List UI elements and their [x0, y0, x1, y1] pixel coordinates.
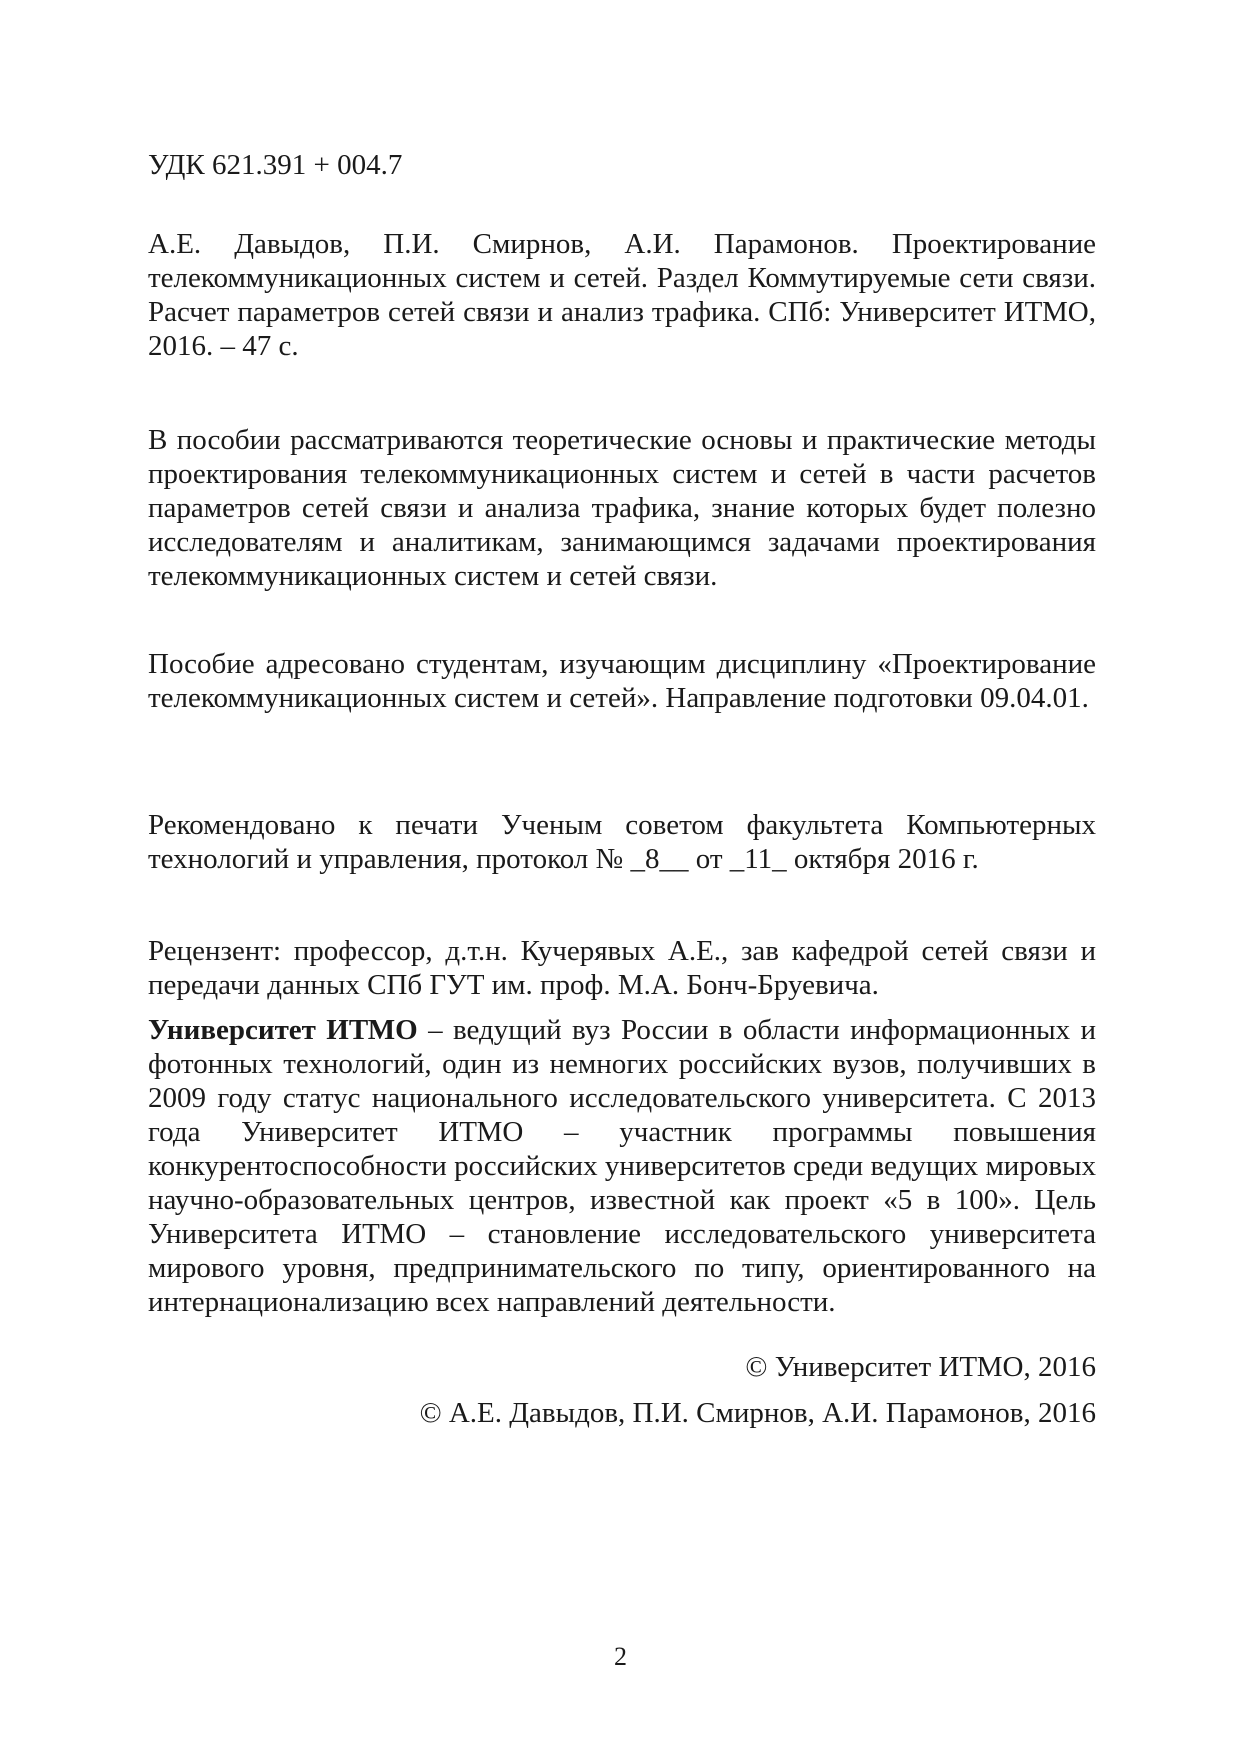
copyright-authors: © А.Е. Давыдов, П.И. Смирнов, А.И. Парамонов, 2016 — [419, 1397, 1096, 1429]
abstract-paragraph: В пособии рассматриваются теоретические основы и практические методы проектирования телекоммуникационных систем и сетей в части расчетов параметров сетей связи и анализа трафика, знание которых будет полезно исследователям и аналитикам, занимающимся задачами проектирования телекоммуникационных систем и сетей связи. — [148, 424, 1096, 592]
university-about-text: – ведущий вуз России в области информационных и фотонных технологий, один из немногих российских вузов, получивших в 2009 году статус национального исследовательского университета. С 2013 года Университет ИТМО – участник программы повышения конкурентоспособности российских университетов среди ведущих мировых научно-образовательных центров, известной как проект «5 в 100». Цель Университета ИТМО – становление исследовательского университета мирового уровня, предпринимательского по типу, ориентированного на интернационализацию всех направлений деятельности. — [148, 1014, 1097, 1318]
recommendation-paragraph: Рекомендовано к печати Ученым советом факультета Компьютерных технологий и управления, протокол № _8__ от _11_ октября 2016 г. — [148, 809, 1096, 875]
reviewer-paragraph: Рецензент: профессор, д.т.н. Кучерявых А.Е., зав кафедрой сетей связи и передачи данных СПб ГУТ им. проф. М.А. Бонч-Бруевича. — [148, 935, 1096, 1001]
audience-paragraph: Пособие адресовано студентам, изучающим дисциплину «Проектирование телекоммуникационных систем и сетей». Направление подготовки 09.04.01. — [148, 648, 1096, 714]
university-about-paragraph — [148, 1013, 1096, 1319]
bibliographic-citation: А.Е. Давыдов, П.И. Смирнов, А.И. Парамонов. Проектирование телекоммуникационных систем и сетей. Раздел Коммутируемые сети связи. Расчет параметров сетей связи и анализ трафика. СПб: Университет ИТМО, 2016. – 47 с. — [148, 228, 1096, 362]
udc-code: УДК 621.391 + 004.7 — [148, 149, 403, 181]
page-number: 2 — [614, 1642, 627, 1671]
copyright-university: © Университет ИТМО, 2016 — [745, 1351, 1096, 1383]
university-name-lead: Университет ИТМО — [148, 1014, 418, 1046]
